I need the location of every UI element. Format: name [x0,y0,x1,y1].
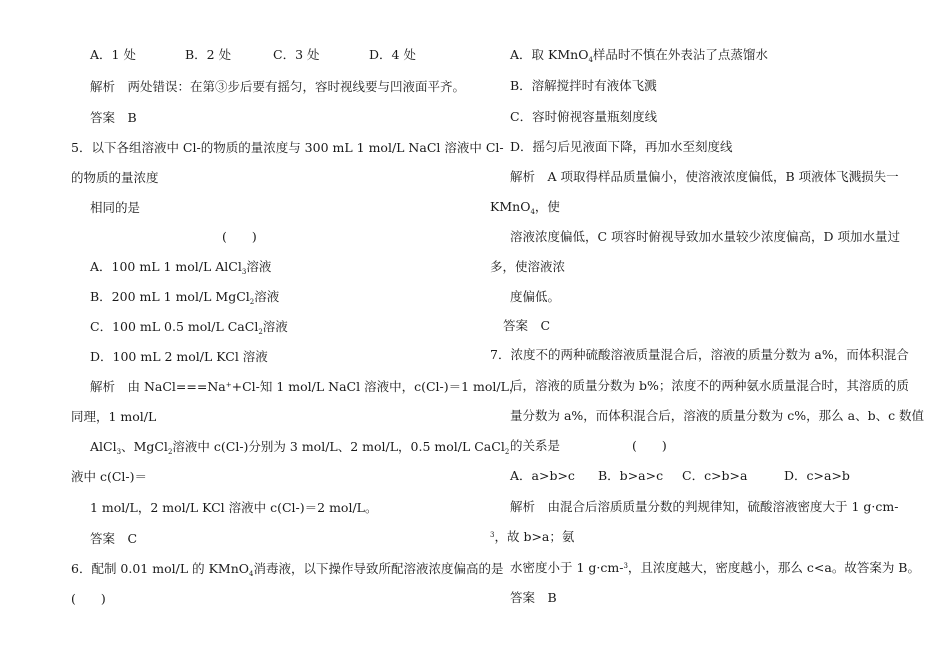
q5-stem-line-2: 的物质的量浓度 [71,170,159,185]
q7-option-c: C．c>b>a [682,468,748,483]
q7-answer: 答案 B [510,590,557,605]
q5-option-b-sub: 2 [249,298,255,306]
q7-analysis-3a: 水密度小于 1 g·cm- [510,560,624,575]
q6-option-a-text: A．取 KMnO [510,47,589,62]
q5-analysis-3-sub2: 2 [167,448,173,456]
q7-stem-4-text: 的关系是 [510,438,561,453]
q5-analysis-line-5: 1 mol/L，2 mol/L KCl 溶液中 c(Cl-)＝2 mol/L。 [90,500,378,515]
q7-analysis-2-sup: 3 [490,531,495,539]
q4-option-a: A．1 处 [90,47,136,62]
q6-stem [71,561,504,577]
q6-option-d: D．摇匀后见液面下降，再加水至刻度线 [510,139,733,154]
q5-option-b-text: B．200 mL 1 mol/L MgCl [90,289,250,304]
q5-option-d: D．100 mL 2 mol/L KCl 溶液 [90,349,268,364]
q5-analysis-1a: 解析 由 NaCl===Na [90,379,226,394]
q7-stem-line-1: 7．浓度不的两种硫酸溶液质量混合后，溶液的质量分数为 a%，而体积混合 [490,347,909,362]
q5-option-c-sub: 2 [258,328,263,336]
q5-analysis-3b: 、MgCl [121,439,168,454]
q6-option-a-sub: 4 [588,56,593,64]
q6-analysis-line-1: 解析 A 项取得样品质量偏小，使溶液浓度偏低，B 项液体飞溅损失一 [510,169,899,184]
q5-analysis-1-sup: + [225,381,232,389]
q5-stem-line-3: 相同的是 [90,200,141,215]
q4-analysis: 解析 两处错误：在第③步后要有摇匀，容时视线要与凹液面平齐。 [90,79,466,94]
q5-analysis-line-1 [90,379,521,395]
q5-analysis-line-4: 液中 c(Cl-)＝ [71,469,148,484]
q4-option-b: B．2 处 [185,47,232,62]
q6-option-a-tail: 样品时不慎在外表沾了点蒸馏水 [592,47,768,62]
q7-analysis-3-sup: 3 [623,562,628,570]
q6-analysis-line-5: 度偏低。 [510,289,561,304]
q6-analysis-line-4: 多，使溶液浓 [490,259,566,274]
q5-answer: 答案 C [90,531,138,546]
q7-option-a: A．a>b>c [510,468,575,483]
q5-analysis-3a: AlCl [90,439,117,454]
q5-analysis-line-3 [90,439,509,455]
q6-answer: 答案 C [503,318,551,333]
q7-analysis-line-3 [510,560,920,576]
q5-analysis-3-sub3: 2 [504,448,510,456]
q7-analysis-line-1: 解析 由混合后溶质质量分数的判规律知，硫酸溶液密度大于 1 g·cm- [510,499,899,514]
q5-analysis-3-sub1: 3 [116,448,122,456]
q7-options [510,468,850,484]
q5-analysis-1b: +Cl-知 1 mol/L NaCl 溶液中，c(Cl-)＝1 mol/L， [231,379,522,394]
q7-analysis-3b: ，且浓度越大，密度越小，那么 c<a。故答案为 B。 [627,560,920,575]
q7-analysis-2-text: ，故 b>a；氨 [494,529,575,544]
q4-option-c: C．3 处 [273,47,320,62]
q7-stem-line-2: 后，溶液的质量分数为 b%；浓度不的两种氨水质量混合时，其溶质的质 [510,378,909,393]
q6-option-c: C．容时俯视容量瓶刻度线 [510,109,658,124]
q7-option-b: B．b>a>c [598,468,664,483]
q6-analysis-line-2 [490,199,560,215]
q7-stem-line-3: 量分数为 a%，而体积混合后，溶液的质量分数为 c%，那么 a、b、c 数值 [510,408,925,423]
q6-option-a [510,47,768,63]
q6-analysis-2b: ，使 [534,199,560,214]
q5-option-c-text: C．100 mL 0.5 mol/L CaCl [90,319,259,334]
q5-option-a-text: A．100 mL 1 mol/L AlCl [90,259,242,274]
q5-option-a [90,259,271,275]
q6-answer-paren: ( ) [71,591,106,606]
q5-stem-line-1: 5．以下各组溶液中 Cl-的物质的量浓度与 300 mL 1 mol/L NaCl 溶液中 Cl- [71,140,504,155]
q5-option-a-tail: 溶液 [246,259,272,274]
q7-stem-line-4 [510,438,667,454]
q5-answer-paren: ( ) [222,229,257,244]
q6-option-b: B．溶解搅拌时有液体飞溅 [510,78,657,93]
q5-analysis-line-2: 同理，1 mol/L [71,409,157,424]
q5-option-c-tail: 溶液 [262,319,288,334]
q5-option-b [90,289,279,305]
q5-option-a-sub: 3 [241,268,247,276]
q4-option-d: D．4 处 [369,47,416,62]
q5-option-c [90,319,288,335]
q6-analysis-line-3: 溶液浓度偏低，C 项容时俯视导致加水量较少浓度偏高，D 项加水量过 [510,229,901,244]
q6-analysis-2a: KMnO [490,199,531,214]
q6-analysis-2-sub: 4 [530,208,535,216]
q6-stem-b: 消毒液，以下操作导致所配溶液浓度偏高的是 [253,561,504,576]
q5-analysis-3c: 溶液中 c(Cl-)分别为 3 mol/L、2 mol/L，0.5 mol/L CaCl [172,439,505,454]
q6-stem-sub: 4 [249,570,254,578]
q6-stem-a: 6．配制 0.01 mol/L 的 KMnO [71,561,250,576]
q7-analysis-line-2 [490,529,574,545]
q4-options [90,47,416,63]
q7-option-d: D．c>a>b [784,468,850,483]
q4-answer: 答案 B [90,110,137,125]
q7-answer-paren: ( ) [632,438,667,453]
q5-option-b-tail: 溶液 [254,289,280,304]
